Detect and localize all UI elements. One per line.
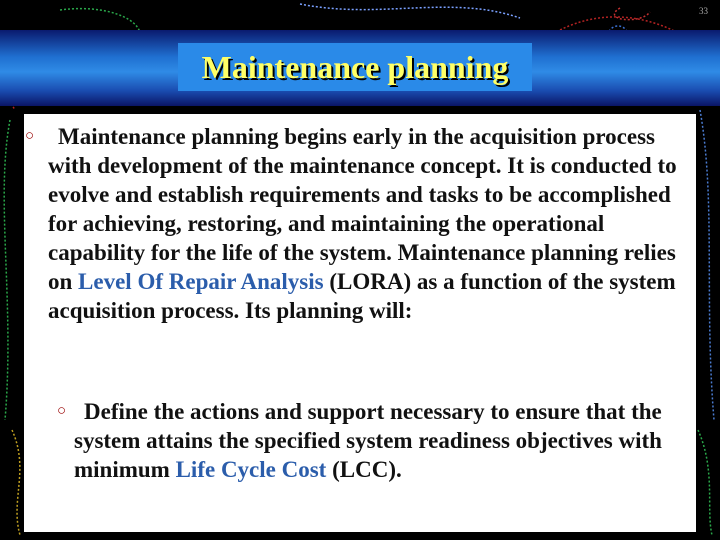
hollow-circle-bullet-icon: ○: [57, 403, 67, 419]
bullet-1-text-after: (LORA) as a function of the system acquisition process. Its planning will:: [48, 269, 676, 323]
title-box: [178, 43, 532, 91]
hollow-circle-bullet-icon: ○: [25, 128, 35, 144]
bullet-2-text-after: (LCC).: [326, 457, 402, 482]
bullet-2-highlight: Life Cycle Cost: [175, 457, 327, 482]
slide-title: Maintenance planning: [201, 48, 509, 85]
page-number: 33: [699, 6, 708, 16]
bullet-1-text: [48, 122, 692, 325]
bullet-2-text: [74, 397, 692, 484]
bullet-2-text-before: Define the actions and support necessary to ensure that the system attains the specified system readiness objectives with minimum: [74, 399, 662, 482]
bullet-1-highlight: Level Of Repair Analysis: [78, 269, 324, 294]
bullet-1-text-before: Maintenance planning begins early in the acquisition process with development of the maintenance concept. It is conducted to evolve and establish requirements and tasks to be accomplished for achieving, restoring, and maintaining the operational capability for the life of the system. Maintenance planning relies on: [48, 124, 677, 294]
